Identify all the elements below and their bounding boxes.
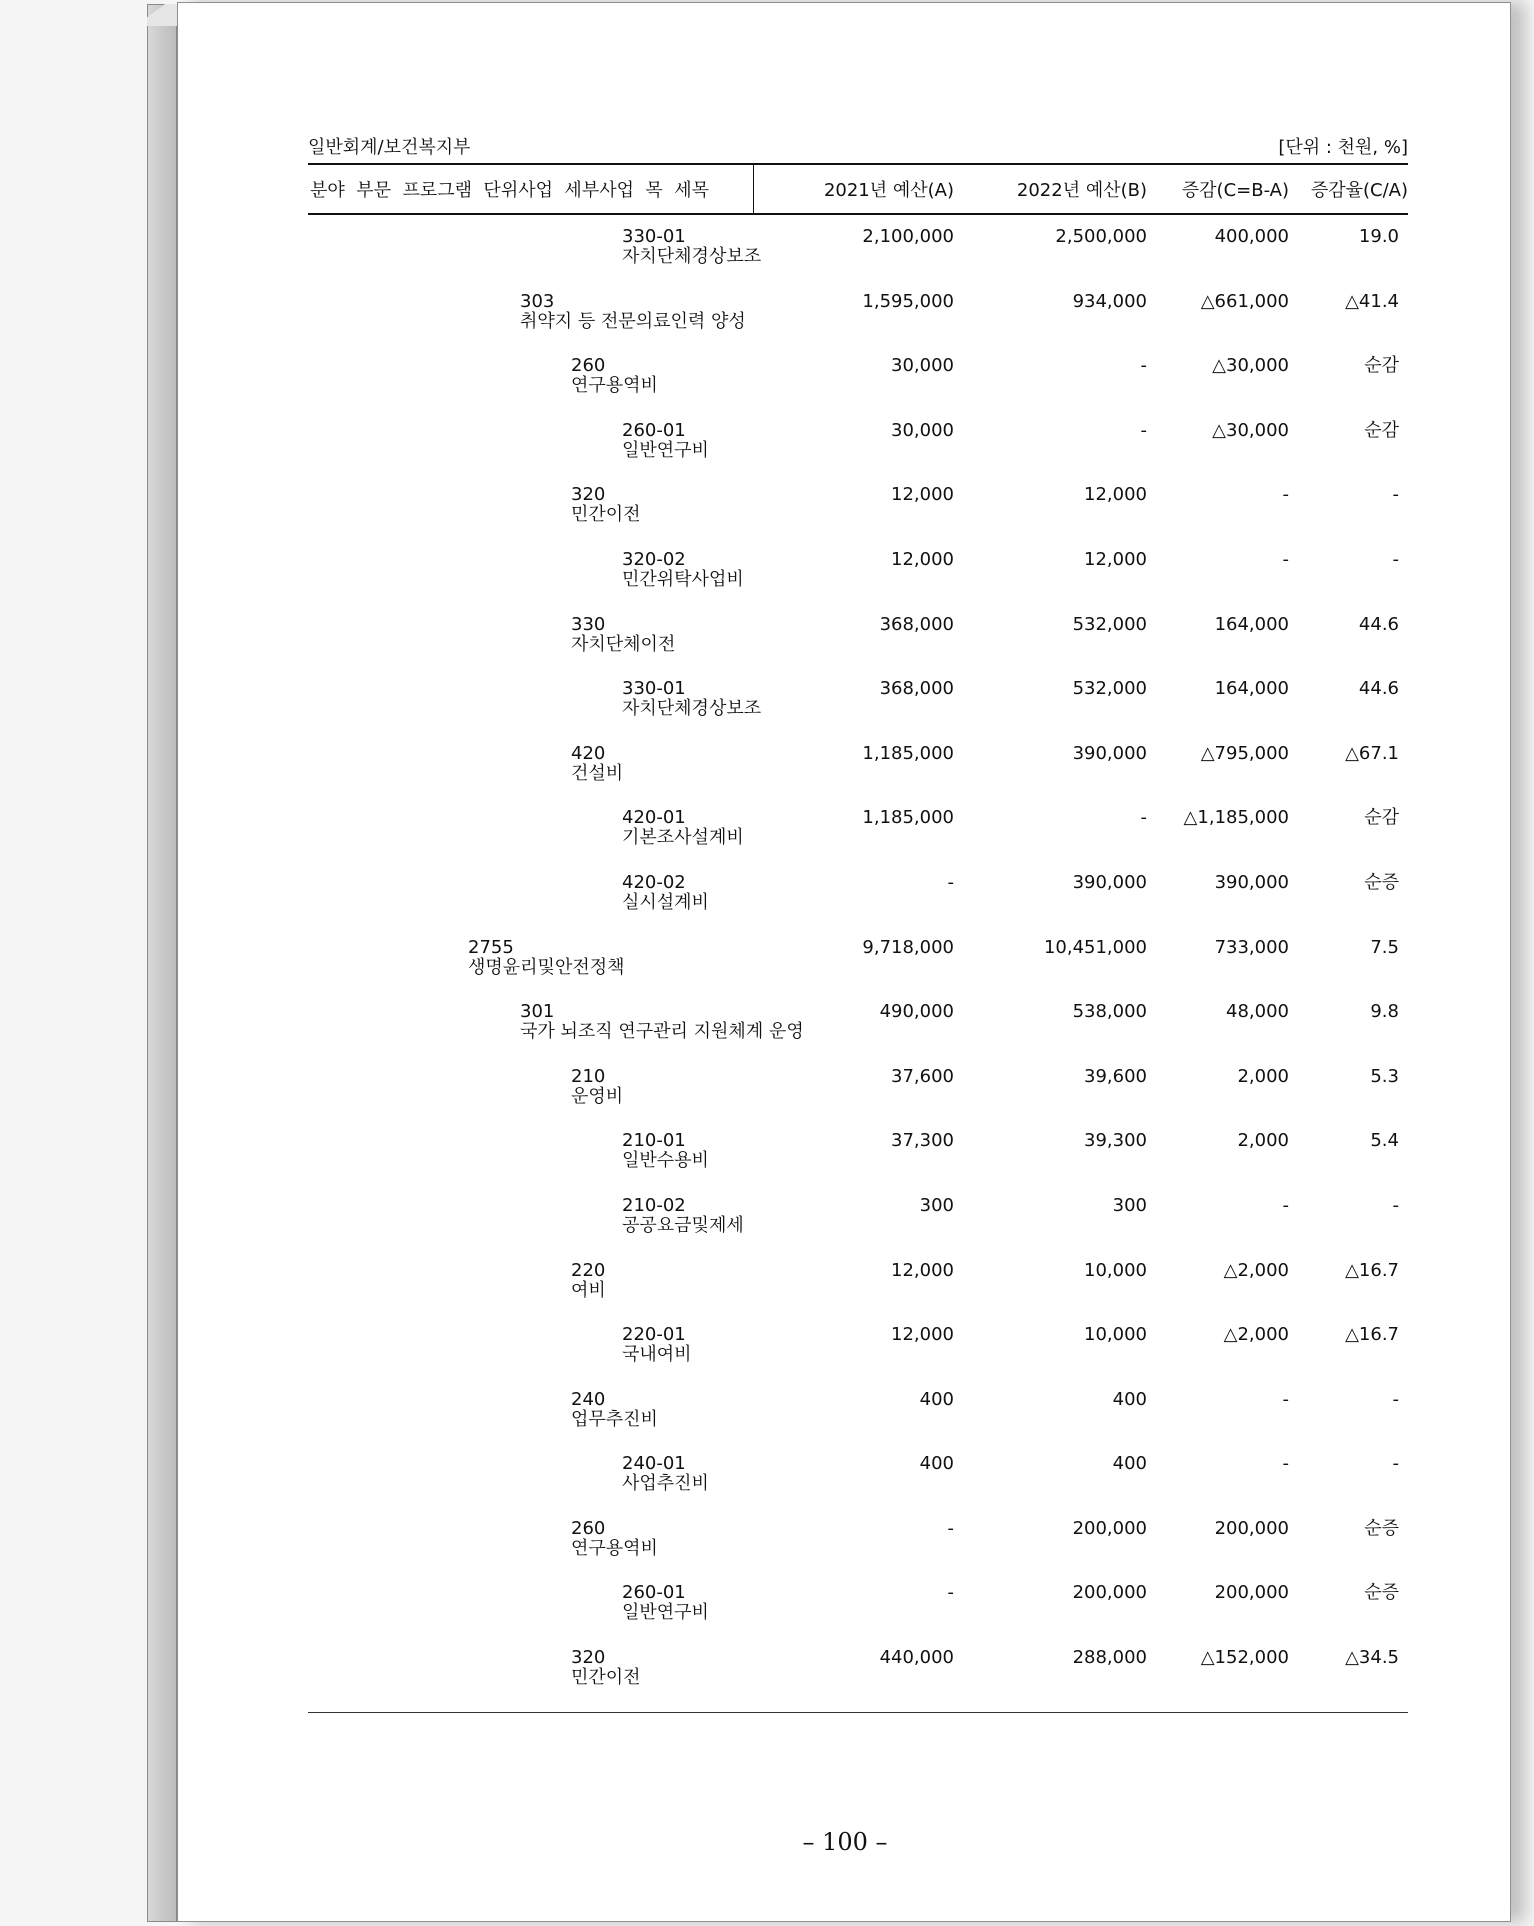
row-code: 420-02 (622, 871, 686, 893)
book-spine (147, 4, 177, 1922)
row-budget-2021: 1,185,000 (862, 807, 954, 829)
row-change: △1,185,000 (1183, 807, 1289, 829)
table-row (308, 1325, 1408, 1390)
row-code: 260 (571, 355, 606, 377)
row-change: 400,000 (1214, 226, 1289, 247)
table-row (308, 292, 1408, 357)
row-name: 민간이전 (571, 504, 641, 526)
row-budget-2022: 10,451,000 (1043, 936, 1147, 958)
table-row (308, 615, 1408, 680)
row-name: 취약지 등 전문의료인력 양성 (520, 310, 746, 332)
row-item (308, 1583, 754, 1648)
row-change-rate: 순증 (1364, 1582, 1399, 1604)
row-code: 420-01 (622, 807, 686, 829)
row-change: 200,000 (1214, 1582, 1289, 1604)
row-name: 운영비 (571, 1085, 624, 1107)
row-name: 국가 뇌조직 연구관리 지원체계 운영 (520, 1021, 804, 1043)
row-budget-2022: 200,000 (1072, 1517, 1147, 1539)
row-item (308, 421, 754, 486)
table-row (308, 1002, 1408, 1067)
row-name: 업무추진비 (571, 1408, 658, 1430)
row-item (308, 1131, 754, 1196)
row-code: 260 (571, 1517, 606, 1539)
row-item (308, 1648, 754, 1713)
row-name: 자치단체이전 (571, 633, 676, 655)
header-hierarchy: 분야 부문 프로그램 단위사업 세부사업 목 세목 (308, 165, 754, 213)
row-code: 210-02 (622, 1194, 686, 1216)
row-budget-2021: 30,000 (891, 355, 954, 377)
row-change-rate: △41.4 (1345, 290, 1399, 312)
row-budget-2022: 390,000 (1072, 742, 1147, 764)
row-budget-2022: 532,000 (1072, 613, 1147, 635)
row-budget-2021: 400 (919, 1453, 954, 1475)
row-item (308, 1001, 804, 1067)
row-change: △152,000 (1200, 1647, 1289, 1669)
row-budget-2021: 1,595,000 (862, 290, 954, 312)
row-change: 390,000 (1214, 871, 1289, 893)
row-budget-2021: 12,000 (891, 548, 954, 570)
row-name: 민간이전 (571, 1667, 641, 1689)
row-change: - (1282, 484, 1289, 506)
row-change: △2,000 (1223, 1324, 1289, 1346)
account-caption: 일반회계/보건복지부 (308, 137, 471, 158)
row-budget-2022: 39,300 (1084, 1130, 1147, 1152)
row-budget-2021: 2,100,000 (862, 226, 954, 247)
row-budget-2022: 10,000 (1084, 1324, 1147, 1346)
header-budget-2021: 2021년 예산(A) (823, 180, 954, 201)
row-name: 연구용역비 (571, 1537, 658, 1559)
row-code: 303 (520, 290, 555, 312)
table-row (308, 1583, 1408, 1648)
header-change: 증감(C=B-A) (1181, 180, 1289, 201)
row-name: 기본조사설계비 (622, 827, 744, 849)
row-change-rate: △16.7 (1345, 1259, 1399, 1281)
page-number: – 100 – (802, 1828, 888, 1856)
row-name: 건설비 (571, 762, 624, 784)
row-item (308, 226, 762, 292)
row-budget-2021: 1,185,000 (862, 742, 954, 764)
row-change: - (1282, 548, 1289, 570)
row-change: 200,000 (1214, 1517, 1289, 1539)
row-change-rate: 44.6 (1358, 613, 1399, 635)
row-change: △2,000 (1223, 1259, 1289, 1281)
row-change-rate: 44.6 (1358, 678, 1399, 700)
table-row (308, 421, 1408, 486)
row-change-rate: 순감 (1364, 419, 1399, 441)
table-caption (308, 133, 1408, 163)
row-change-rate: △16.7 (1345, 1324, 1399, 1346)
row-code: 220-01 (622, 1324, 686, 1346)
table-bottom-rule (308, 1712, 1408, 1713)
row-code: 210-01 (622, 1130, 686, 1152)
row-budget-2021: 37,300 (891, 1130, 954, 1152)
row-change-rate: 5.4 (1370, 1130, 1399, 1152)
table-row (308, 938, 1408, 1003)
row-name: 국내여비 (622, 1344, 692, 1366)
table-row (308, 550, 1408, 615)
row-code: 220 (571, 1259, 606, 1281)
row-code: 330-01 (622, 678, 686, 700)
table-row (308, 1390, 1408, 1455)
row-item (308, 808, 754, 873)
row-budget-2022: - (1140, 419, 1147, 441)
row-change: △661,000 (1200, 290, 1289, 312)
table-row (308, 485, 1408, 550)
row-budget-2022: 200,000 (1072, 1582, 1147, 1604)
table-row (308, 873, 1408, 938)
row-name: 실시설계비 (622, 891, 709, 913)
row-code: 320-02 (622, 548, 686, 570)
table-row (308, 1454, 1408, 1519)
row-item (308, 873, 754, 938)
table-row (308, 1196, 1408, 1261)
row-code: 240-01 (622, 1453, 686, 1475)
row-budget-2021: 300 (919, 1194, 954, 1216)
row-item (308, 550, 754, 615)
row-budget-2021: 12,000 (891, 484, 954, 506)
row-code: 330-01 (622, 226, 686, 247)
row-change-rate: 5.3 (1370, 1065, 1399, 1087)
row-item (308, 938, 754, 1003)
row-item (308, 485, 754, 550)
row-item (308, 292, 754, 357)
row-budget-2021: - (947, 871, 954, 893)
row-item (308, 678, 762, 744)
table-row (308, 356, 1408, 421)
row-budget-2021: - (947, 1517, 954, 1539)
row-code: 260-01 (622, 419, 686, 441)
row-change: △795,000 (1200, 742, 1289, 764)
row-code: 260-01 (622, 1582, 686, 1604)
row-change: △30,000 (1212, 419, 1289, 441)
table-row (308, 1131, 1408, 1196)
row-budget-2022: 538,000 (1072, 1001, 1147, 1023)
row-code: 320 (571, 1647, 606, 1669)
row-budget-2022: 39,600 (1084, 1065, 1147, 1087)
row-budget-2021: - (947, 1582, 954, 1604)
row-change-rate: 순감 (1364, 355, 1399, 377)
row-name: 일반연구비 (622, 439, 709, 461)
row-change-rate: 순증 (1364, 871, 1399, 893)
row-budget-2021: 12,000 (891, 1324, 954, 1346)
row-change-rate: 9.8 (1370, 1001, 1399, 1023)
row-name: 일반수용비 (622, 1150, 709, 1172)
table-row (308, 227, 1408, 292)
row-change-rate: - (1392, 1453, 1399, 1475)
table-row (308, 1519, 1408, 1584)
row-name: 사업추진비 (622, 1473, 709, 1495)
row-name: 여비 (571, 1279, 606, 1301)
row-change-rate: - (1392, 548, 1399, 570)
row-item (308, 1261, 754, 1326)
row-budget-2022: 390,000 (1072, 871, 1147, 893)
row-change: - (1282, 1388, 1289, 1410)
row-code: 330 (571, 613, 606, 635)
row-budget-2022: 2,500,000 (1055, 226, 1147, 247)
table-row (308, 679, 1408, 744)
row-item (308, 1067, 754, 1132)
row-item (308, 1454, 754, 1519)
row-change: 164,000 (1214, 613, 1289, 635)
row-code: 420 (571, 742, 606, 764)
row-budget-2021: 30,000 (891, 419, 954, 441)
row-name: 생명윤리및안전정책 (468, 956, 625, 978)
budget-section (308, 133, 1408, 1713)
row-change: 48,000 (1226, 1001, 1289, 1023)
table-header (308, 163, 1408, 215)
row-budget-2022: 288,000 (1072, 1647, 1147, 1669)
row-budget-2022: - (1140, 807, 1147, 829)
row-item (308, 1519, 754, 1584)
row-item (308, 1390, 754, 1455)
header-budget-2022: 2022년 예산(B) (1016, 180, 1147, 201)
row-change-rate: △34.5 (1345, 1647, 1399, 1669)
row-name: 일반연구비 (622, 1602, 709, 1624)
row-code: 320 (571, 484, 606, 506)
row-change-rate: 순감 (1364, 807, 1399, 829)
row-change-rate: - (1392, 1388, 1399, 1410)
row-change-rate: - (1392, 1194, 1399, 1216)
row-name: 연구용역비 (571, 375, 658, 397)
row-budget-2021: 12,000 (891, 1259, 954, 1281)
row-code: 210 (571, 1065, 606, 1087)
row-budget-2022: 400 (1112, 1453, 1147, 1475)
row-budget-2021: 9,718,000 (862, 936, 954, 958)
row-budget-2021: 440,000 (879, 1647, 954, 1669)
row-budget-2022: 300 (1112, 1194, 1147, 1216)
row-budget-2021: 368,000 (879, 678, 954, 700)
row-budget-2021: 368,000 (879, 613, 954, 635)
row-change-rate: 19.0 (1358, 226, 1399, 247)
row-change-rate: △67.1 (1345, 742, 1399, 764)
row-change-rate: 7.5 (1370, 936, 1399, 958)
row-budget-2022: 10,000 (1084, 1259, 1147, 1281)
table-body (308, 215, 1408, 1713)
table-row (308, 1261, 1408, 1326)
row-item (308, 1196, 754, 1261)
row-item (308, 744, 754, 809)
row-change-rate: - (1392, 484, 1399, 506)
row-budget-2022: 12,000 (1084, 548, 1147, 570)
row-change: 2,000 (1237, 1065, 1289, 1087)
row-change-rate: 순증 (1364, 1517, 1399, 1539)
row-name: 공공요금및제세 (622, 1214, 744, 1236)
row-change: - (1282, 1194, 1289, 1216)
table-row (308, 744, 1408, 809)
row-budget-2022: 400 (1112, 1388, 1147, 1410)
row-budget-2022: 12,000 (1084, 484, 1147, 506)
row-name: 자치단체경상보조 (622, 246, 762, 267)
row-change: 733,000 (1214, 936, 1289, 958)
row-item (308, 1325, 754, 1390)
row-item (308, 356, 754, 421)
table-row (308, 1067, 1408, 1132)
row-change: - (1282, 1453, 1289, 1475)
row-budget-2022: 934,000 (1072, 290, 1147, 312)
row-budget-2021: 37,600 (891, 1065, 954, 1087)
document-page (177, 2, 1511, 1922)
row-name: 자치단체경상보조 (622, 698, 762, 720)
row-code: 240 (571, 1388, 606, 1410)
row-item (308, 615, 754, 680)
row-change: △30,000 (1212, 355, 1289, 377)
row-change: 164,000 (1214, 678, 1289, 700)
row-name: 민간위탁사업비 (622, 568, 744, 590)
unit-caption: [단위 : 천원, %] (1278, 137, 1408, 158)
row-budget-2022: 532,000 (1072, 678, 1147, 700)
row-code: 301 (520, 1001, 555, 1023)
table-row (308, 1648, 1408, 1713)
row-budget-2022: - (1140, 355, 1147, 377)
table-row (308, 808, 1408, 873)
row-change: 2,000 (1237, 1130, 1289, 1152)
row-budget-2021: 400 (919, 1388, 954, 1410)
header-change-rate: 증감율(C/A) (1310, 180, 1408, 201)
row-code: 2755 (468, 936, 514, 958)
row-budget-2021: 490,000 (879, 1001, 954, 1023)
